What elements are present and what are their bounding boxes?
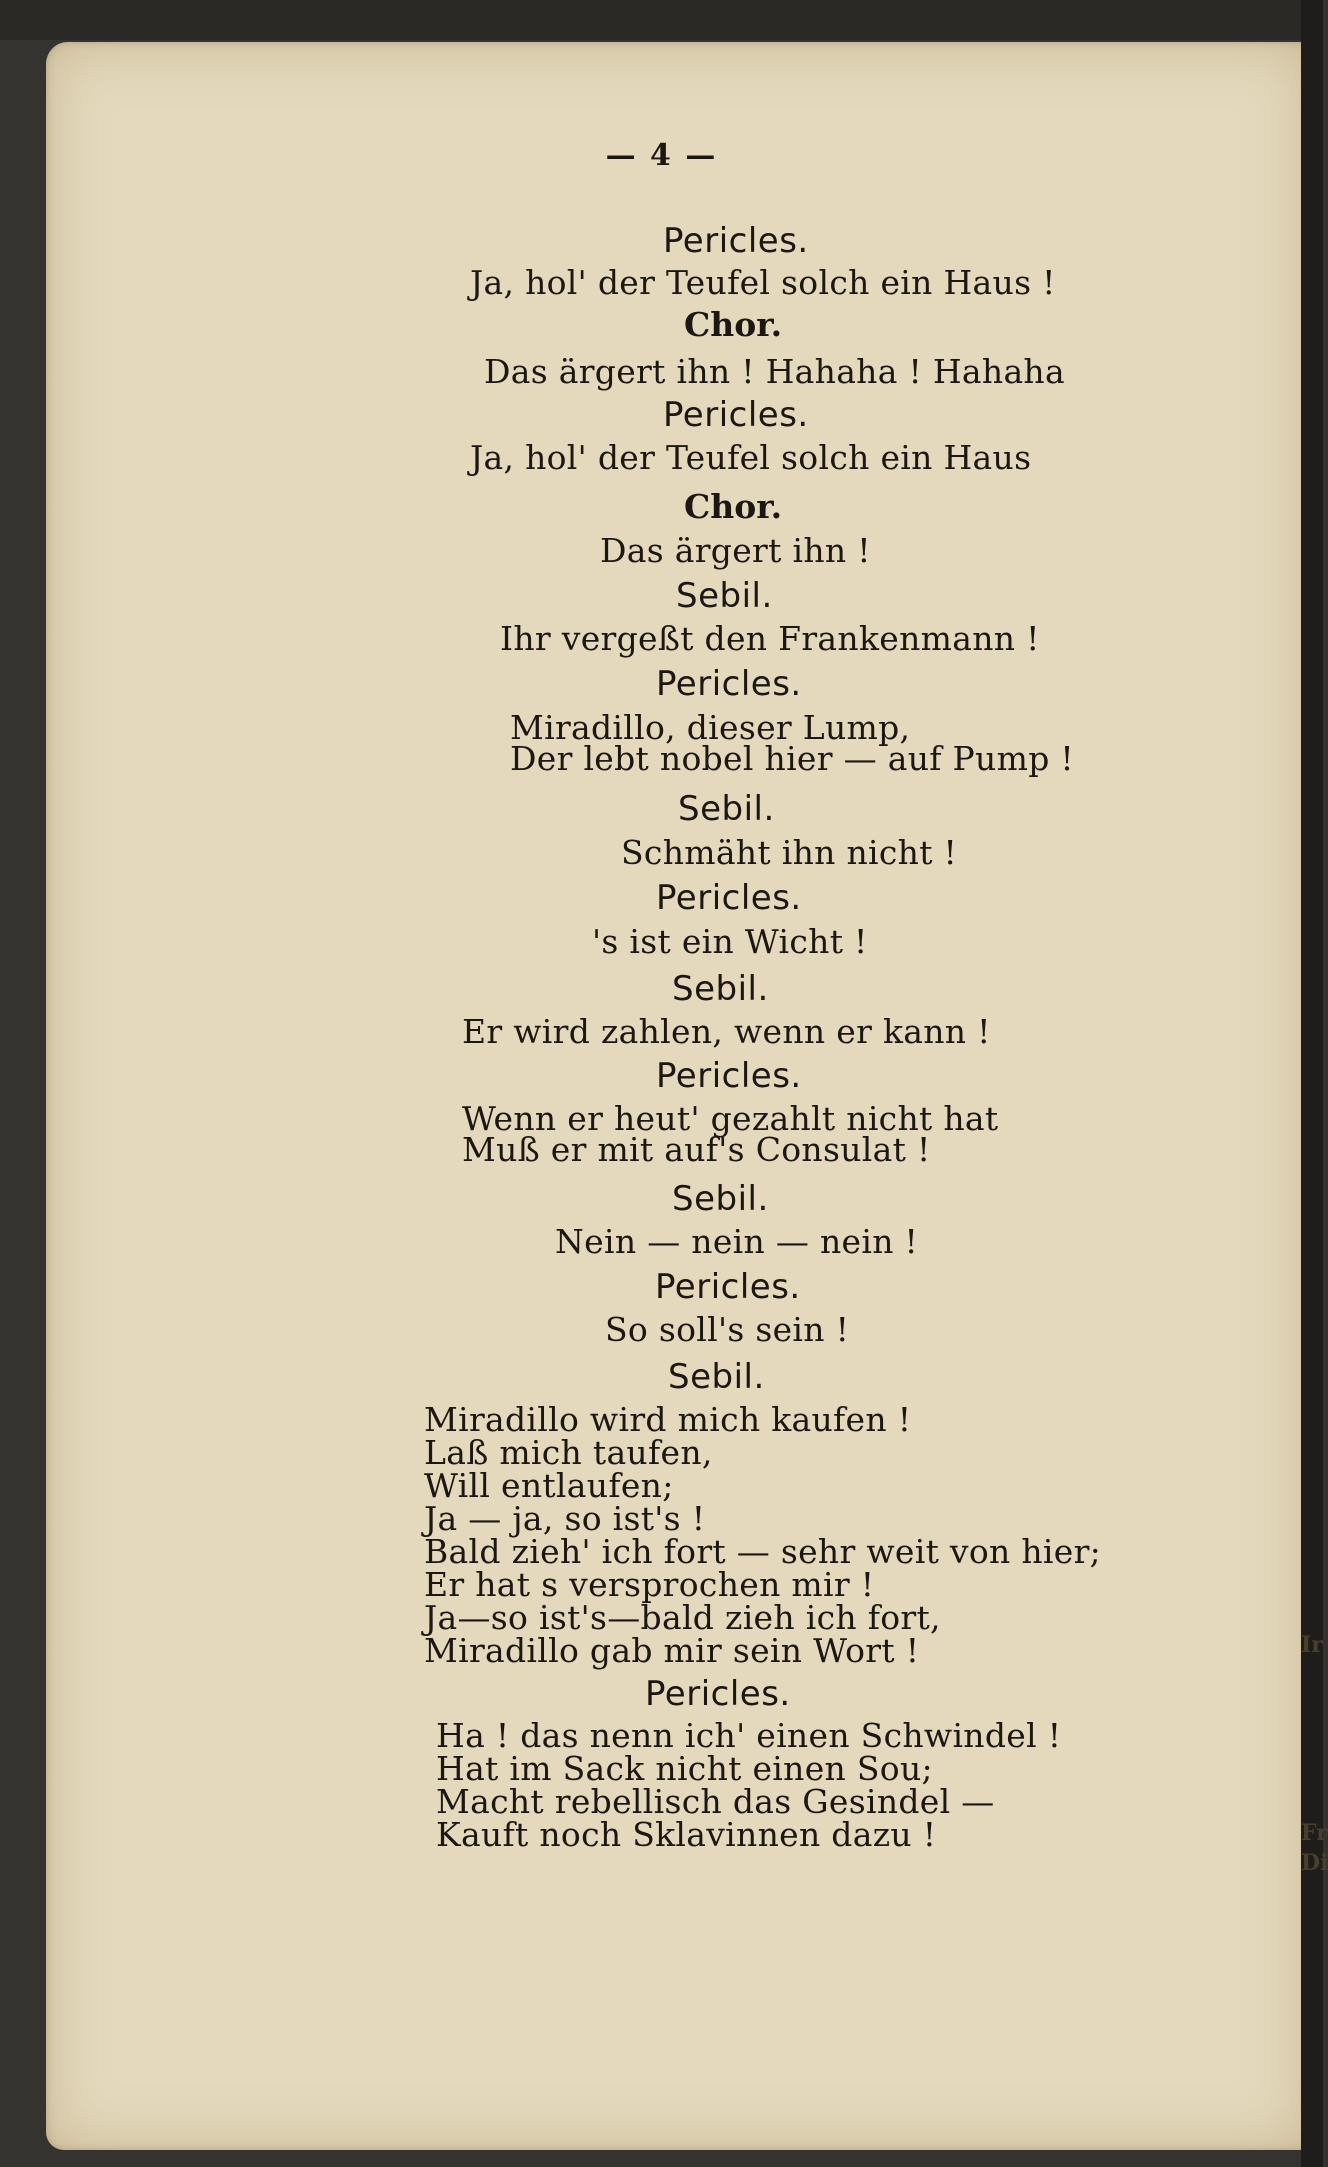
bleed-through-text: Fr [1301, 1820, 1328, 1846]
verse-line: Nein — nein — nein ! [555, 1222, 919, 1261]
verse-line: Hat im Sack nicht einen Sou; [436, 1749, 933, 1788]
speaker-label: Pericles. [656, 1056, 802, 1096]
speaker-label: Sebil. [668, 1357, 765, 1397]
verse-line: Muß er mit auf's Consulat ! [462, 1130, 931, 1169]
verse-line: Ja, hol' der Teufel solch ein Haus ! [470, 263, 1056, 302]
speaker-label: Sebil. [678, 789, 775, 829]
speaker-label: Sebil. [672, 969, 769, 1009]
scan-background-top [0, 0, 1323, 40]
verse-line: Ja—so ist's—bald zieh ich fort, [424, 1598, 941, 1637]
speaker-label: Chor. [684, 305, 783, 344]
speaker-label: Pericles. [645, 1674, 791, 1714]
verse-line: Er wird zahlen, wenn er kann ! [462, 1012, 991, 1051]
speaker-label: Pericles. [663, 221, 809, 261]
verse-line: Er hat s versprochen mir ! [424, 1565, 875, 1604]
bleed-through-text: Di [1301, 1850, 1328, 1876]
verse-line: Laß mich taufen, [424, 1433, 713, 1472]
verse-line: Macht rebellisch das Gesindel — [436, 1782, 995, 1821]
verse-line: So soll's sein ! [605, 1310, 850, 1349]
verse-line: Ja — ja, so ist's ! [424, 1499, 706, 1538]
speaker-label: Pericles. [656, 878, 802, 918]
speaker-label: Chor. [684, 487, 783, 526]
speaker-label: Pericles. [655, 1267, 801, 1307]
verse-line: Ja, hol' der Teufel solch ein Haus [470, 438, 1032, 477]
verse-line: 's ist ein Wicht ! [592, 922, 868, 961]
speaker-label: Sebil. [672, 1179, 769, 1219]
verse-line: Miradillo, dieser Lump, [510, 708, 911, 747]
verse-line: Ihr vergeßt den Frankenmann ! [500, 619, 1040, 658]
verse-line: Bald zieh' ich fort — sehr weit von hier; [424, 1532, 1102, 1571]
verse-line: Miradillo gab mir sein Wort ! [424, 1631, 920, 1670]
verse-line: Das ärgert ihn ! [600, 531, 871, 570]
speaker-label: Sebil. [676, 576, 773, 616]
verse-line: Will entlaufen; [424, 1466, 674, 1505]
verse-line: Der lebt nobel hier — auf Pump ! [510, 739, 1074, 778]
verse-line: Schmäht ihn nicht ! [621, 833, 958, 872]
verse-line: Ha ! das nenn ich' einen Schwindel ! [436, 1716, 1062, 1755]
verse-line: Wenn er heut' gezahlt nicht hat [462, 1099, 999, 1138]
page-number: — 4 — [605, 138, 718, 173]
speaker-label: Pericles. [663, 395, 809, 435]
verse-line: Kauft noch Sklavinnen dazu ! [436, 1815, 937, 1854]
bleed-through-text: Ir [1301, 1632, 1323, 1658]
verse-line: Das ärgert ihn ! Hahaha ! Hahaha [484, 352, 1065, 391]
verse-line: Miradillo wird mich kaufen ! [424, 1400, 912, 1439]
speaker-label: Pericles. [656, 664, 802, 704]
